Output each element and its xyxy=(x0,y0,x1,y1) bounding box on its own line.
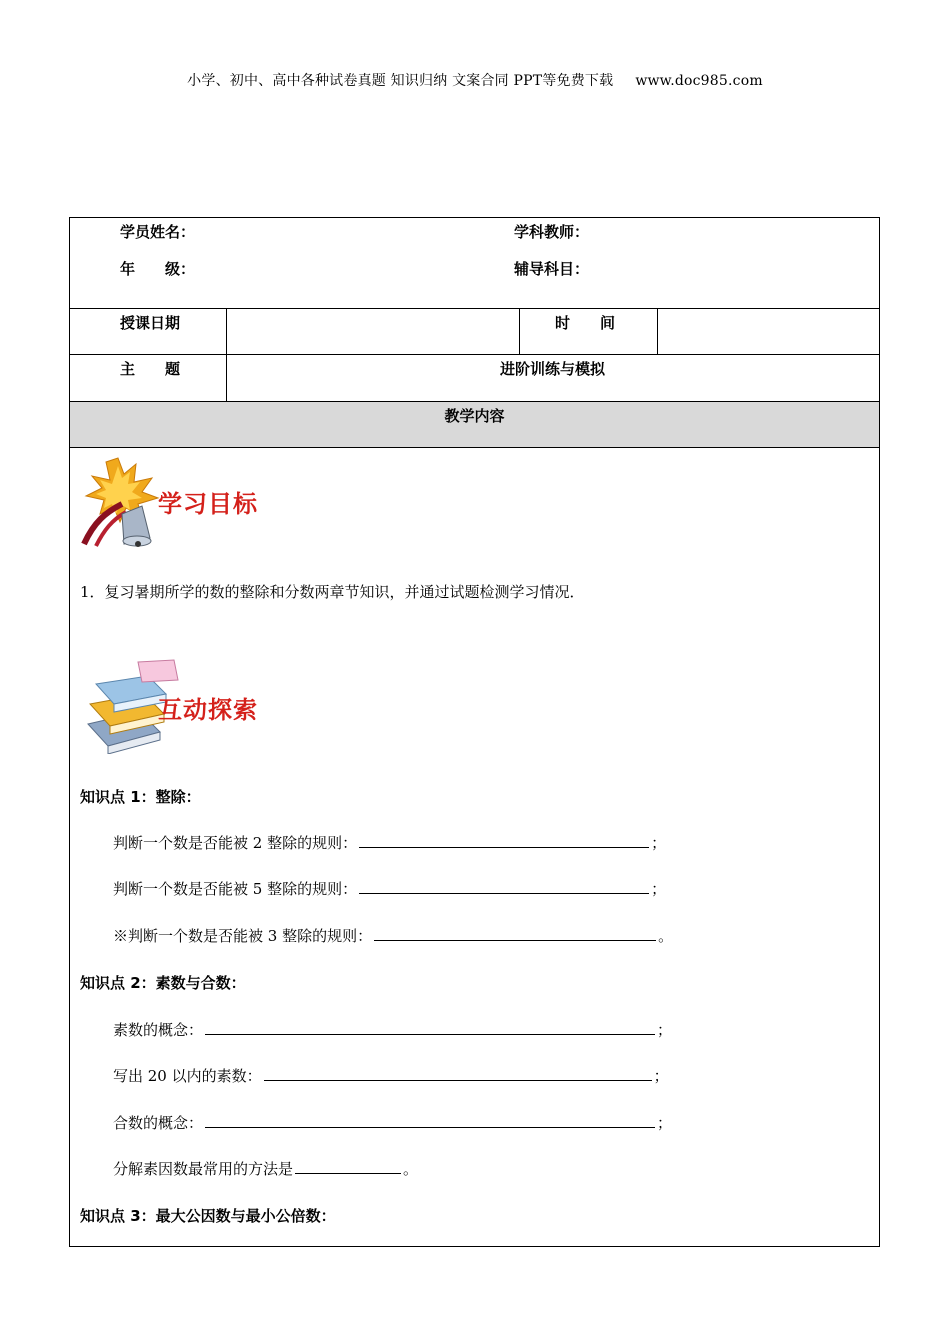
kp2-line-text: 分解素因数最常用的方法是 xyxy=(113,1160,294,1178)
explore-banner xyxy=(78,658,278,754)
answer-blank[interactable] xyxy=(295,1159,401,1174)
kp1-line-end: ； xyxy=(651,834,667,852)
kp2-line xyxy=(113,1158,418,1179)
kp2-line xyxy=(113,1112,672,1133)
kp2-line-end: ； xyxy=(657,1114,673,1132)
answer-blank[interactable] xyxy=(359,879,649,894)
kp1-line-end: ； xyxy=(651,880,667,898)
kp2-line-text: 素数的概念： xyxy=(113,1021,204,1039)
answer-blank[interactable] xyxy=(359,833,649,848)
divider xyxy=(657,309,658,354)
kp1-line-end: 。 xyxy=(658,927,674,945)
time-label: 时 间 xyxy=(555,314,616,332)
info-row xyxy=(70,218,879,309)
lesson-table xyxy=(69,217,880,1247)
content-label: 教学内容 xyxy=(444,407,505,425)
grade-label: 年 级： xyxy=(120,260,196,278)
date-row xyxy=(70,309,879,355)
kp2-line-end: 。 xyxy=(403,1160,419,1178)
answer-blank[interactable] xyxy=(205,1113,655,1128)
topic-label: 主 题 xyxy=(120,360,181,378)
kp1-line xyxy=(113,832,666,853)
page-header xyxy=(0,70,950,90)
kp2-line-end: ； xyxy=(657,1021,673,1039)
kp2-line xyxy=(113,1019,672,1040)
kp1-line-text: ※判断一个数是否能被 3 整除的规则： xyxy=(113,927,373,945)
answer-blank[interactable] xyxy=(205,1020,655,1035)
kp2-line-text: 合数的概念： xyxy=(113,1114,204,1132)
kp1-line-text: 判断一个数是否能被 5 整除的规则： xyxy=(113,880,358,898)
topic-row xyxy=(70,355,879,402)
content-area xyxy=(70,448,879,1246)
kp3-title: 知识点 3：最大公因数与最小公倍数： xyxy=(80,1207,336,1225)
date-label: 授课日期 xyxy=(120,314,181,332)
header-site: www.doc985.com xyxy=(635,73,763,89)
kp1-line-text: 判断一个数是否能被 2 整除的规则： xyxy=(113,834,358,852)
explore-title: 互动探索 xyxy=(158,696,258,724)
goals-title: 学习目标 xyxy=(158,490,258,518)
content-header-row xyxy=(70,402,879,448)
kp2-title: 知识点 2：素数与合数： xyxy=(80,974,246,992)
divider xyxy=(519,309,520,354)
answer-blank[interactable] xyxy=(264,1066,652,1081)
header-text: 小学、初中、高中各种试卷真题 知识归纳 文案合同 PPT等免费下载 xyxy=(187,73,614,89)
kp2-line xyxy=(113,1065,669,1086)
goal-text: 1．复习暑期所学的数的整除和分数两章节知识，并通过试题检测学习情况． xyxy=(80,583,585,601)
teacher-label: 学科教师： xyxy=(514,223,590,241)
subject-label: 辅导科目： xyxy=(514,260,590,278)
student-label: 学员姓名： xyxy=(120,223,196,241)
kp1-title: 知识点 1：整除： xyxy=(80,788,201,806)
kp1-line xyxy=(113,878,666,899)
kp1-line xyxy=(113,925,673,946)
divider xyxy=(226,309,227,354)
kp2-line-end: ； xyxy=(653,1067,669,1085)
kp2-line-text: 写出 20 以内的素数： xyxy=(113,1067,262,1085)
answer-blank[interactable] xyxy=(374,926,656,941)
topic-value: 进阶训练与模拟 xyxy=(499,360,605,378)
goals-banner xyxy=(76,452,266,550)
